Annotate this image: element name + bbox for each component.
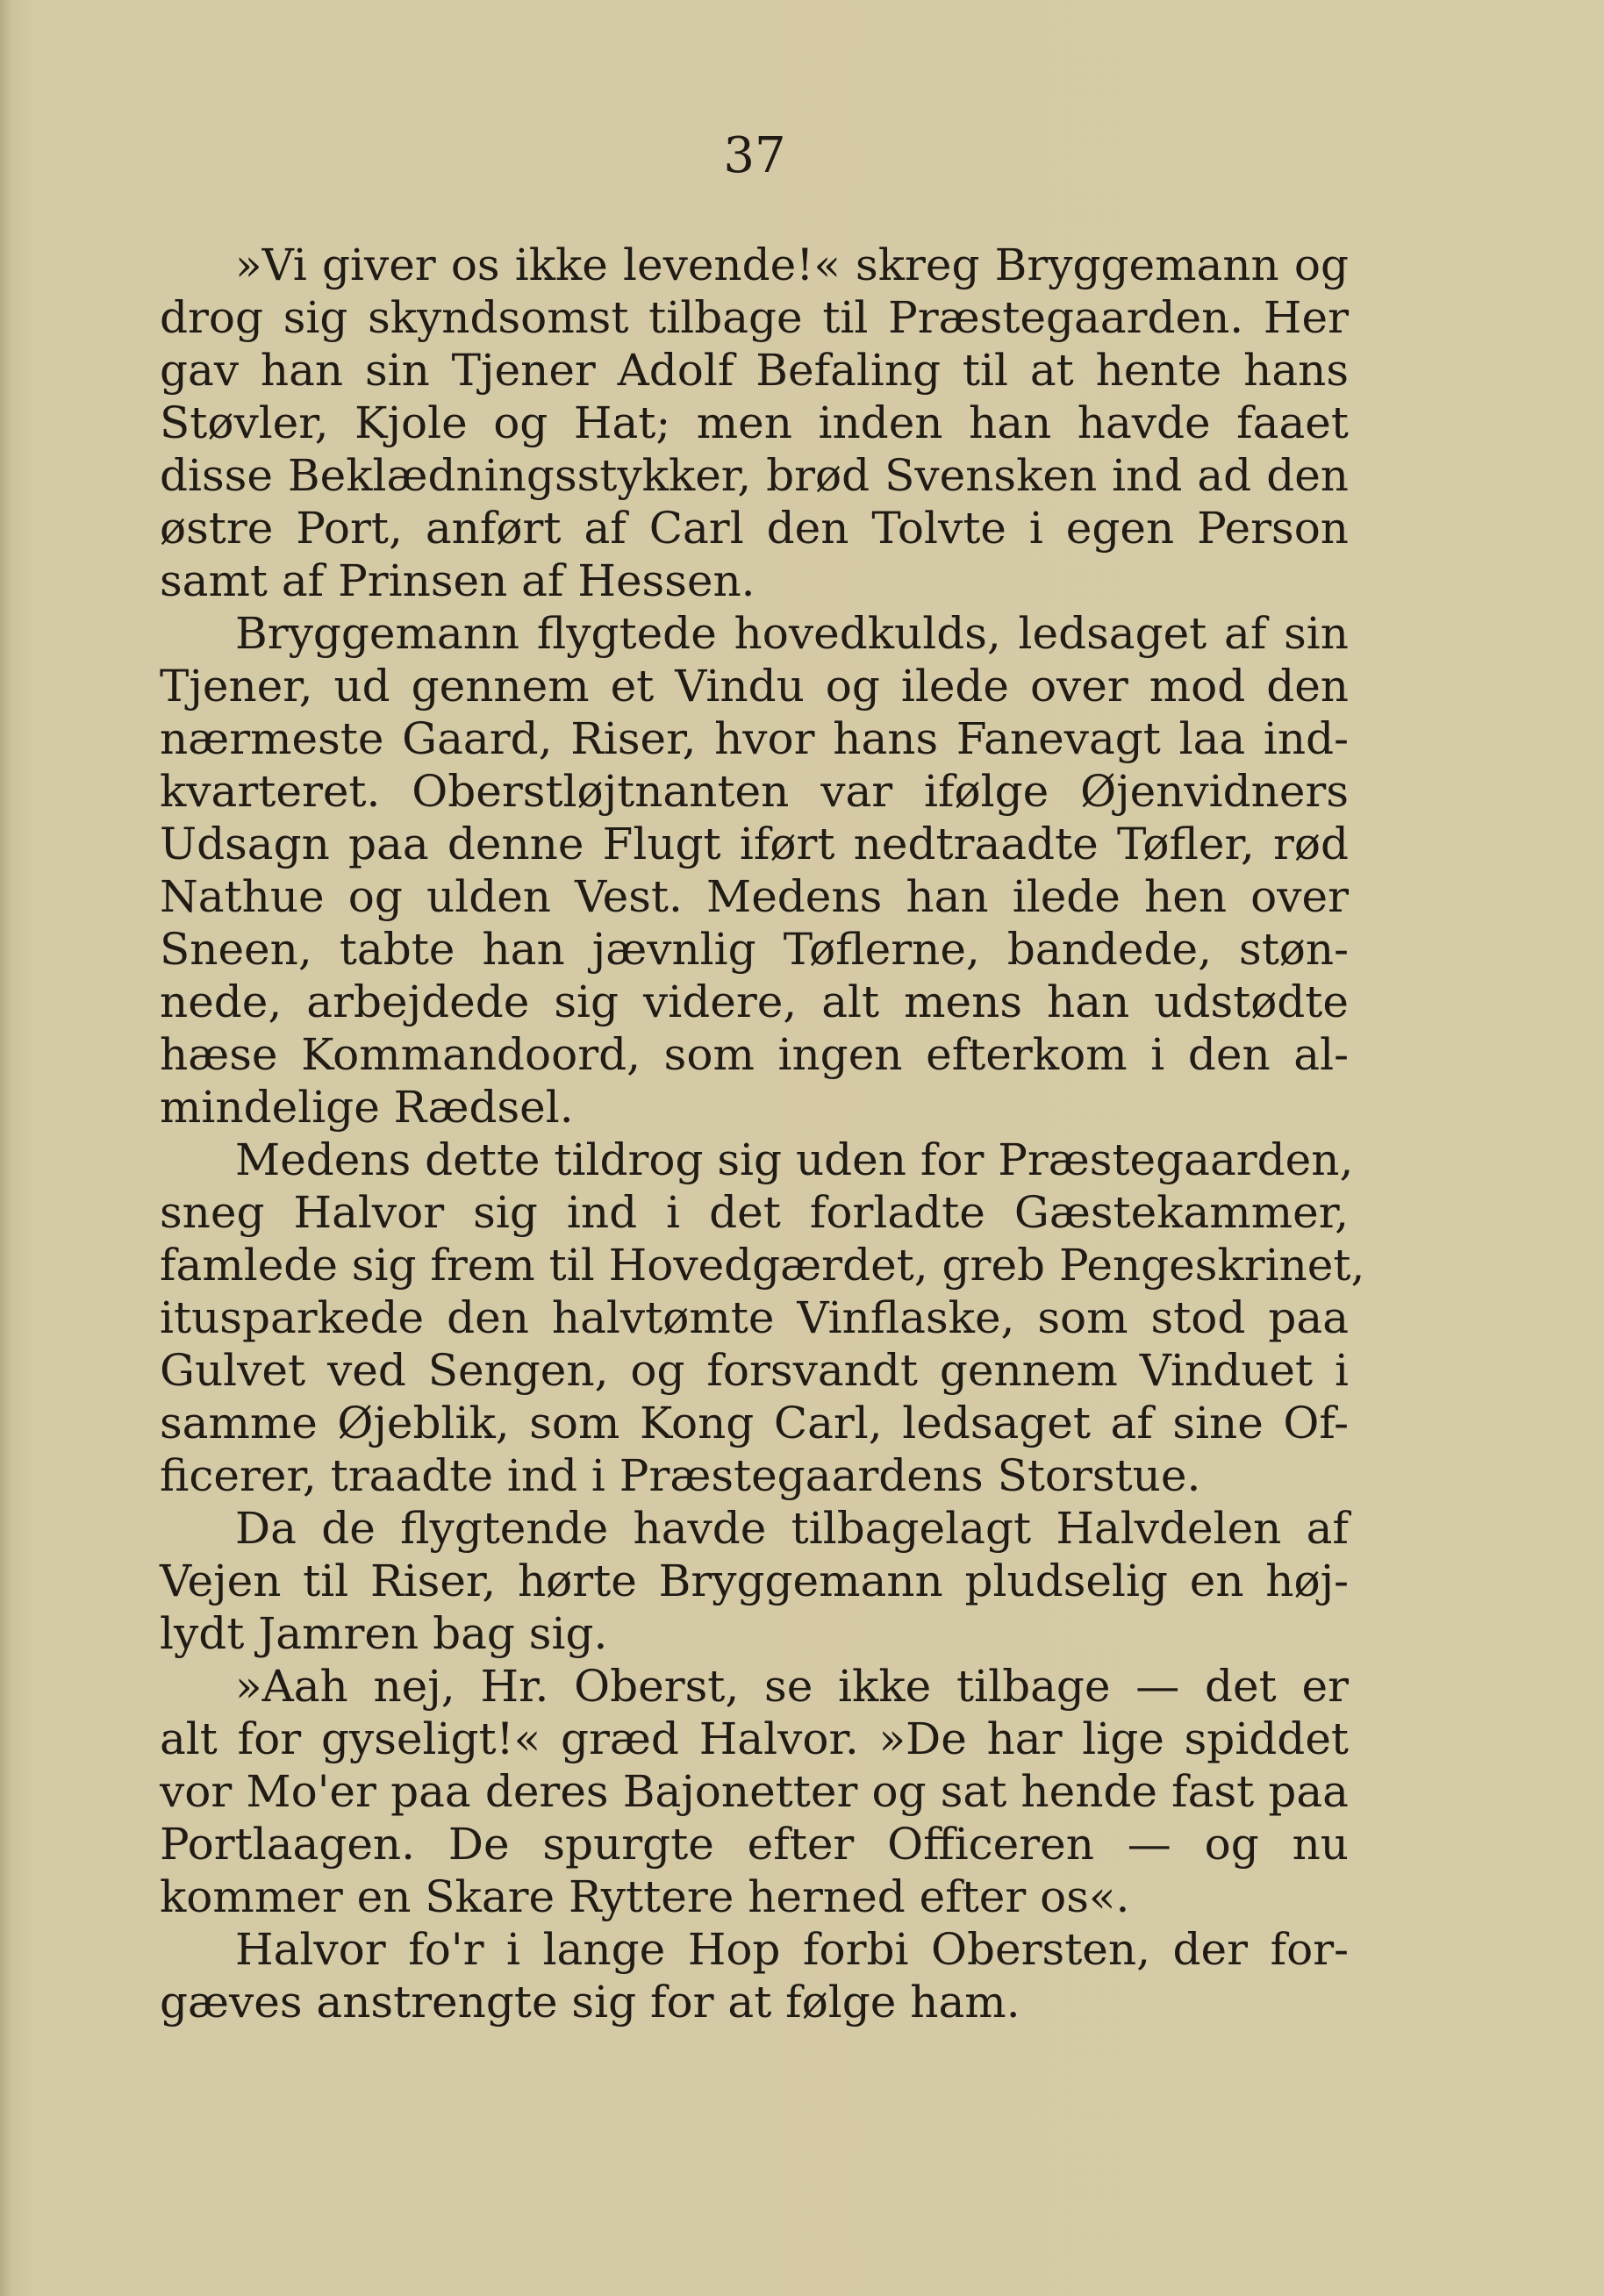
text-line: lydt Jamren bag sig. (160, 1608, 608, 1659)
page-number: 37 (723, 127, 786, 184)
text-line: vor Mo'er paa deres Bajonetter og sat hende fast paa (160, 1766, 1349, 1817)
text-line: samt af Prinsen af Hessen. (160, 555, 755, 606)
text-line: itusparkede den halvtømte Vinflaske, som stod paa (160, 1292, 1349, 1343)
paragraph (160, 1134, 1365, 1502)
text-line: Bryggemann flygtede hovedkulds, ledsaget af sin (235, 608, 1349, 659)
text-line: Gulvet ved Sengen, og forsvandt gennem Vinduet i (160, 1345, 1349, 1396)
text-line: kommer en Skare Ryttere herned efter os«. (160, 1871, 1130, 1922)
body-text (160, 239, 1365, 2028)
text-line: gav han sin Tjener Adolf Befaling til at hente hans (160, 345, 1349, 396)
text-line: Vejen til Riser, hørte Bryggemann pludselig en høj- (160, 1556, 1349, 1606)
paragraph (160, 1660, 1349, 1923)
paragraph (160, 607, 1349, 1134)
text-line: hæse Kommandoord, som ingen efterkom i den al- (160, 1029, 1349, 1080)
text-line: alt for gyseligt!« græd Halvor. »De har lige spiddet (160, 1713, 1349, 1764)
text-line: Sneen, tabte han jævnlig Tøflerne, bandede, støn- (160, 924, 1349, 975)
text-line: ficerer, traadte ind i Præstegaardens Storstue. (160, 1450, 1201, 1501)
text-line: Da de flygtende havde tilbagelagt Halvdelen af (235, 1503, 1349, 1554)
text-line: Portlaagen. De spurgte efter Officeren — og nu (160, 1819, 1349, 1870)
text-line: gæves anstrengte sig for at følge ham. (160, 1977, 1020, 2028)
text-line: Medens dette tildrog sig uden for Præstegaarden, (235, 1134, 1354, 1185)
text-line: disse Beklædningsstykker, brød Svensken ind ad den (160, 450, 1349, 501)
text-line: Tjener, ud gennem et Vindu og ilede over mod den (160, 661, 1349, 712)
text-line: mindelige Rædsel. (160, 1082, 574, 1133)
paragraph (160, 1502, 1349, 1660)
text-line: »Vi giver os ikke levende!« skreg Bryggemann og (235, 240, 1349, 290)
text-line: Udsagn paa denne Flugt iført nedtraadte Tøfler, rød (160, 819, 1349, 869)
text-line: sneg Halvor sig ind i det forladte Gæstekammer, (160, 1187, 1349, 1238)
text-line: nede, arbejdede sig videre, alt mens han udstødte (160, 976, 1349, 1027)
text-line: drog sig skyndsomst tilbage til Præstegaarden. Her (160, 292, 1349, 343)
text-line: nærmeste Gaard, Riser, hvor hans Fanevagt laa ind- (160, 713, 1349, 764)
text-line: samme Øjeblik, som Kong Carl, ledsaget af sine Of- (160, 1398, 1349, 1448)
text-line: »Aah nej, Hr. Oberst, se ikke tilbage — det er (235, 1661, 1349, 1712)
text-line: østre Port, anført af Carl den Tolvte i egen Person (160, 503, 1349, 554)
text-line: kvarteret. Oberstløjtnanten var ifølge Øjenvidners (160, 766, 1349, 817)
text-line: Halvor fo'r i lange Hop forbi Obersten, der for- (235, 1924, 1349, 1975)
paragraph (160, 239, 1349, 607)
text-line: famlede sig frem til Hovedgærdet, greb Pengeskrinet, (160, 1240, 1365, 1291)
paragraph (160, 1923, 1349, 2028)
text-line: Nathue og ulden Vest. Medens han ilede hen over (160, 871, 1349, 922)
text-line: Støvler, Kjole og Hat; men inden han havde faaet (160, 397, 1349, 448)
